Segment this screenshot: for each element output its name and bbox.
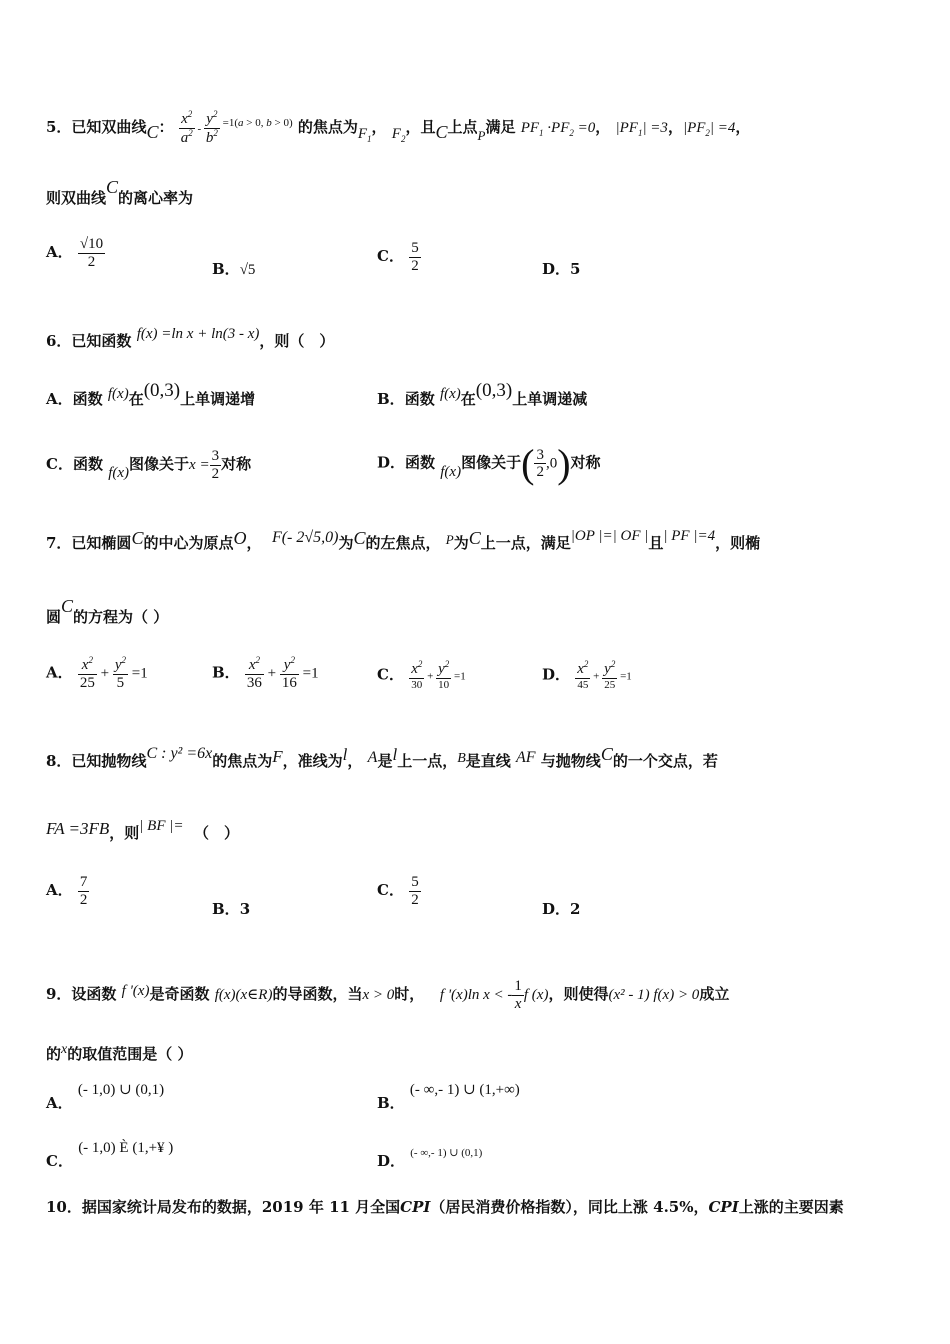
q9-option-b: B． (- ∞,- 1) ∪ (1,+∞) — [377, 1082, 520, 1112]
q5-hyperbola-equation: $\frac{x^2}{a^2}$ — [180, 109, 193, 146]
q6-option-a: A．函数 f(x)在(0,3)上单调递增 — [46, 380, 256, 408]
q6-line1: 6．已知函数 f(x) =ln x + ln(3 - x)，则（ ） — [46, 326, 335, 350]
q10-line1: 10．据国家统计局发布的数据，2019 年 11 月全国CPI（居民消费价格指数），同比上涨 4.5%，CPI上涨的主要因素 — [46, 1198, 844, 1216]
q8-line2: FA =3FB，则| BF |= （ ） — [46, 818, 239, 842]
q7-option-c: C． $\frac{x^2}{30}$ + $\frac{y^2}{10}$ =1 — [377, 659, 466, 691]
q9-option-a: A． (- 1,0) ∪ (0,1) — [46, 1082, 165, 1112]
q9-option-d: D． (- ∞,- 1) ∪ (0,1) — [377, 1147, 483, 1170]
q5-option-a: A． $\frac{√10}{2}$ — [46, 236, 104, 270]
q7-option-a: A． $\frac{x^2}{25}$ + $\frac{y^2}{5}$ =1 — [46, 655, 148, 691]
q5-line2: 则双曲线C的离心率为 — [46, 177, 194, 207]
q9-line1: 9．设函数 f '(x)是奇函数 f(x)(x∈R)的导函数，当x > 0时， f '(x)ln x < - $\frac{1}{x}$ f (x)，则使得(x² - 1) f(x) > 0成立 — [46, 978, 730, 1012]
q8-line1: 8．已知抛物线C : y² =6x的焦点为F，准线为l， A是l上一点，B是直线 AF 与抛物线C的一个交点，若 — [46, 744, 718, 770]
q5-option-b: B．√5 — [212, 260, 256, 278]
q5-line1: 5．已知双曲线C： $\frac{x^2}{a^2}$ - $\frac{y^2}{b^2}$ $^{=1(a > 0, b > 0)}$ 的焦点为$F_1$， $F_2$，且C上点P满足 $PF_1 \cdot PF_2 =0$， $|PF_1| =3$，$|PF_2| =4$， — [46, 109, 751, 146]
q6-option-b: B．函数 f(x)在(0,3)上单调递减 — [377, 380, 588, 408]
q9-option-c: C． (- 1,0) È (1,+¥ ) — [46, 1140, 174, 1170]
q9-condition: f '(x)ln x < - — [439, 987, 513, 1003]
q5-dot-product: $PF_1 \cdot PF_2 =0$ — [520, 120, 596, 138]
q7-line1: 7．已知椭圆C的中心为原点O， F(- 2√5,0)为C的左焦点， P为C上一点，满足|OP |=| OF |且| PF |=4，则椭 — [46, 528, 761, 552]
q7-line2: 圆C的方程为（ ） — [46, 596, 169, 626]
q5-option-a-value: $\frac{√10}{2}$ — [79, 236, 104, 270]
q8-option-d: D．2 — [542, 900, 581, 918]
q7-option-b: B． $\frac{x^2}{36}$ + $\frac{y^2}{16}$ =1 — [212, 655, 319, 691]
q8-option-b: B．3 — [212, 900, 251, 918]
q5-option-c: C． $\frac{5}{2}$ — [377, 240, 419, 274]
q8-option-c: C． $\frac{5}{2}$ — [377, 874, 419, 908]
q8-option-a: A． $\frac{7}{2}$ — [46, 874, 88, 908]
q6-option-d: D．函数 f(x)图像关于( $\frac{3}{2}$ ,0)对称 — [377, 441, 601, 486]
q9-line2: 的x的取值范围是（ ） — [46, 1042, 193, 1063]
q7-option-d: D． $\frac{x^2}{45}$ + $\frac{y^2}{25}$ =1 — [542, 659, 632, 691]
q5-option-d: D．5 — [542, 260, 581, 278]
q6-option-c: C．函数 f(x)图像关于x = $\frac{3}{2}$ 对称 — [46, 448, 252, 482]
